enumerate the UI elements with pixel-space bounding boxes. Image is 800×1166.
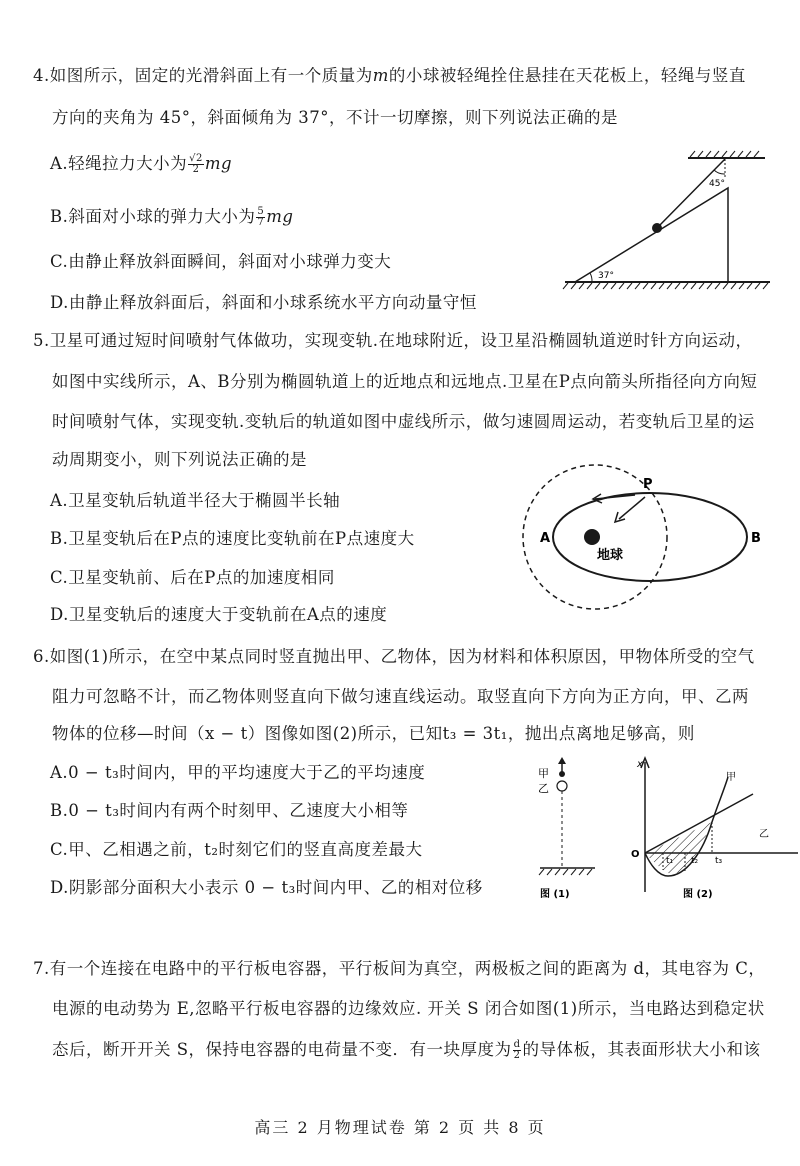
earth-label: 地球 <box>597 548 624 563</box>
yi-line-label: 乙 <box>759 829 769 840</box>
q5-figure-orbit <box>515 462 765 612</box>
point-a-label: A <box>540 531 551 546</box>
q5-line-1: 5.卫星可通过短时间喷射气体做功，实现变轨.在地球附近，设卫星沿椭圆轨道逆时针方向运动， <box>33 331 753 350</box>
ball <box>652 223 662 233</box>
q4-option-d: D.由静止释放斜面后，斜面和小球系统水平方向动量守恒 <box>50 293 477 312</box>
point-b-label: B <box>751 531 761 546</box>
q4-line-2: 方向的夹角为 45°，斜面倾角为 37°，不计一切摩擦，则下列说法正确的是 <box>52 108 618 127</box>
q5-line-3: 时间喷射气体，实现变轨.变轨后的轨道如图中虚线所示，做匀速圆周运动，若变轨后卫星的运 <box>52 412 755 431</box>
q6-option-b: B.0 − t₃时间内有两个时刻甲、乙速度大小相等 <box>50 801 409 820</box>
q6-option-a: A.0 − t₃时间内，甲的平均速度大于乙的平均速度 <box>50 763 426 782</box>
q5-option-c: C.卫星变轨前、后在P点的加速度相同 <box>50 568 335 587</box>
up-arrow <box>558 757 566 764</box>
jia-curve-label: 甲 <box>726 772 736 783</box>
incline-triangle <box>575 188 728 282</box>
q4-option-c: C.由静止释放斜面瞬间，斜面对小球弹力变大 <box>50 252 392 271</box>
fraction: $\frac{d}{2}$ <box>513 1039 521 1061</box>
rope-line <box>657 159 725 228</box>
q5-option-a: A.卫星变轨后轨道半径大于椭圆半长轴 <box>50 491 341 510</box>
jet-arrow <box>615 512 625 522</box>
ceiling-hatch <box>690 151 759 157</box>
elliptical-orbit <box>553 493 747 581</box>
fraction: $\frac{5}{7}$ <box>257 206 265 228</box>
q4-option-b: B.斜面对小球的弹力大小为 $\frac{5}{7}$ mg <box>50 206 294 228</box>
q5-line-4: 动周期变小，则下列说法正确的是 <box>52 450 307 469</box>
q4-figure-incline <box>560 150 780 295</box>
point-p-label: P <box>643 477 653 492</box>
q6-line-2: 阻力可忽略不计，而乙物体则竖直向下做匀速直线运动。取竖直向下方向为正方向，甲、乙两 <box>52 687 749 706</box>
angle-label-45: 45° <box>709 179 725 189</box>
earth-dot <box>584 529 600 545</box>
q6-option-c: C.甲、乙相遇之前，t₂时刻它们的竖直高度差最大 <box>50 840 423 859</box>
q7-line-2: 电源的电动势为 E,忽略平行板电容器的边缘效应. 开关 S 闭合如图(1)所示，当电路达到稳定状 <box>52 999 765 1018</box>
ground-hatch <box>563 283 768 289</box>
fraction: $\frac{√2}{2}$ <box>189 153 203 175</box>
jia-dot <box>559 771 565 777</box>
figure-2-caption: 图 (2) <box>683 889 713 900</box>
q6-figure-2 <box>628 752 800 902</box>
origin-label: O <box>631 849 640 860</box>
q5-option-d: D.卫星变轨后的速度大于变轨前在A点的速度 <box>50 605 388 624</box>
q7-line-1: 7.有一个连接在电路中的平行板电容器，平行板间为真空，两极板之间的距离为 d，其电容为 C， <box>33 959 766 978</box>
q4-line-1: 4.如图所示，固定的光滑斜面上有一个质量为m的小球被轻绳拴住悬挂在天花板上，轻绳与竖直 <box>33 66 746 85</box>
t1-label: t₁ <box>666 856 674 866</box>
q6-figure-1 <box>520 752 610 902</box>
yi-circle <box>557 781 567 791</box>
q6-line-3: 物体的位移—时间（x − t）图像如图(2)所示，已知t₃ = 3t₁，抛出点离地足够高，则 <box>52 724 695 743</box>
x-axis-label: x <box>637 759 643 770</box>
q5-line-2: 如图中实线所示，A、B分别为椭圆轨道上的近地点和远地点.卫星在P点向箭头所指径向方向短 <box>52 372 758 391</box>
t2-label: t₂ <box>691 856 699 866</box>
page-footer: 高三 2 月物理试卷 第 2 页 共 8 页 <box>254 1118 546 1137</box>
q6-line-1: 6.如图(1)所示，在空中某点同时竖直抛出甲、乙物体，因为材料和体积原因，甲物体所受的空气 <box>33 647 755 666</box>
figure-1-caption: 图 (1) <box>540 889 570 900</box>
q7-line-3: 态后，断开开关 S，保持电容器的电荷量不变．有一块厚度为 $\frac{d}{2}$ 的导体板，其表面形状大小和该 <box>52 1039 761 1061</box>
q4-option-a: A.轻绳拉力大小为 $\frac{√2}{2}$ mg <box>50 153 233 175</box>
jia-label: 甲 <box>538 767 549 780</box>
t3-label: t₃ <box>715 856 723 866</box>
angle-label-37: 37° <box>598 271 614 281</box>
q6-option-d: D.阴影部分面积大小表示 0 − t₃时间内甲、乙的相对位移 <box>50 878 483 897</box>
mass-var: m <box>372 66 389 85</box>
q5-option-b: B.卫星变轨后在P点的速度比变轨前在P点速度大 <box>50 529 415 548</box>
yi-label: 乙 <box>538 782 549 795</box>
